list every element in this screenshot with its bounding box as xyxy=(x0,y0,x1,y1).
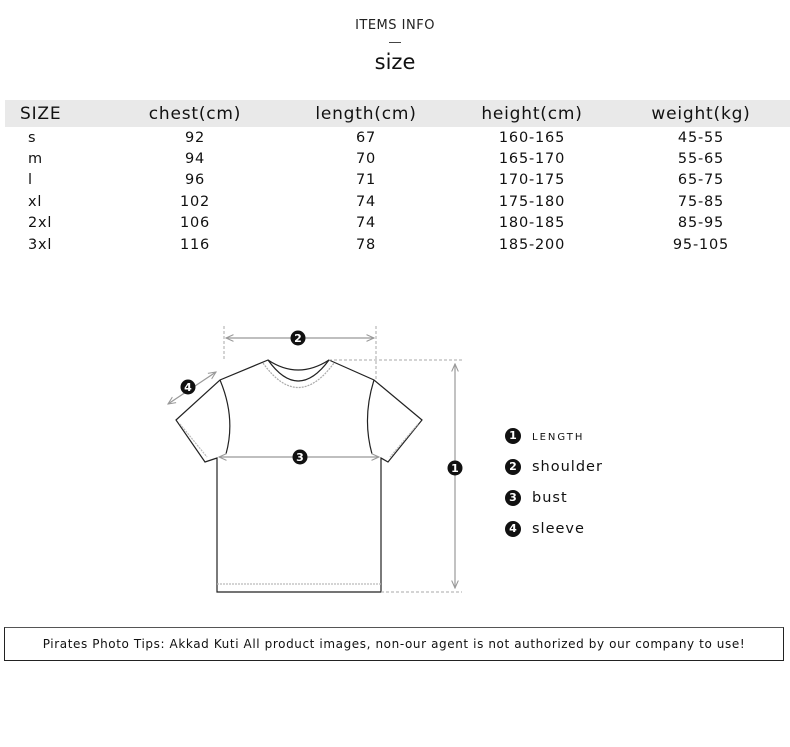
size-cell: m xyxy=(28,151,43,168)
column-header-height: height(cm) xyxy=(452,100,612,127)
height-cell: 170-175 xyxy=(498,172,566,189)
items-info-title: ITEMS INFO xyxy=(355,18,435,33)
length-cell: 70 xyxy=(355,151,377,168)
shoulder-measure-arrow xyxy=(226,331,374,346)
length-cell: 71 xyxy=(355,172,377,189)
chest-cell: 94 xyxy=(184,151,206,168)
column-header-length: length(cm) xyxy=(280,100,452,127)
table-row xyxy=(5,191,790,212)
weight-cell: 75-85 xyxy=(677,193,725,210)
table-row xyxy=(5,213,790,234)
legend-label: bust xyxy=(532,489,568,506)
length-cell: 67 xyxy=(355,129,377,146)
height-cell: 175-180 xyxy=(498,193,566,210)
table-row xyxy=(5,234,790,255)
legend-number: 2 xyxy=(505,459,521,475)
size-cell: xl xyxy=(28,193,43,210)
height-cell: 165-170 xyxy=(498,151,566,168)
copyright-notice xyxy=(4,627,784,661)
chest-cell: 96 xyxy=(184,172,206,189)
legend-label: sleeve xyxy=(532,520,585,537)
legend-number: 1 xyxy=(505,428,521,444)
length-cell: 78 xyxy=(355,236,377,253)
weight-cell: 45-55 xyxy=(677,129,725,146)
legend-item-bust xyxy=(505,482,705,513)
length-cell: 74 xyxy=(355,215,377,232)
copyright-text: Pirates Photo Tips: Akkad Kuti All product images, non-our agent is not authorized by our company to use! xyxy=(42,637,746,651)
column-header-size: SIZE xyxy=(5,100,110,127)
weight-cell: 85-95 xyxy=(677,215,725,232)
height-cell: 185-200 xyxy=(498,236,566,253)
chest-cell: 102 xyxy=(179,193,211,210)
size-chart-table xyxy=(5,100,790,255)
title-divider xyxy=(389,42,401,43)
weight-cell: 95-105 xyxy=(672,236,730,253)
table-row xyxy=(5,127,790,148)
marker-2: 2 xyxy=(294,332,302,345)
size-cell: l xyxy=(28,172,33,189)
table-row xyxy=(5,148,790,169)
size-cell: s xyxy=(28,129,37,146)
chest-cell: 92 xyxy=(184,129,206,146)
length-measure-arrow xyxy=(448,364,463,588)
size-cell: 3xl xyxy=(28,236,53,253)
weight-cell: 65-75 xyxy=(677,172,725,189)
tshirt-measurement-diagram xyxy=(150,320,480,605)
measurement-legend xyxy=(505,420,705,544)
chest-cell: 116 xyxy=(179,236,211,253)
table-row xyxy=(5,170,790,191)
weight-cell: 55-65 xyxy=(677,151,725,168)
marker-1: 1 xyxy=(451,462,459,475)
legend-item-length xyxy=(505,420,705,451)
height-cell: 180-185 xyxy=(498,215,566,232)
size-cell: 2xl xyxy=(28,215,53,232)
legend-item-sleeve xyxy=(505,513,705,544)
length-cell: 74 xyxy=(355,193,377,210)
height-cell: 160-165 xyxy=(498,129,566,146)
legend-number: 3 xyxy=(505,490,521,506)
legend-item-shoulder xyxy=(505,451,705,482)
legend-label: shoulder xyxy=(532,458,603,475)
tshirt-outline xyxy=(176,360,422,592)
marker-3: 3 xyxy=(296,451,304,464)
legend-label: length xyxy=(532,427,585,444)
column-header-chest: chest(cm) xyxy=(110,100,280,127)
marker-4: 4 xyxy=(184,381,192,394)
table-header-row xyxy=(5,100,790,127)
column-header-weight: weight(kg) xyxy=(612,100,790,127)
legend-number: 4 xyxy=(505,521,521,537)
size-subtitle: size xyxy=(374,50,416,74)
chest-cell: 106 xyxy=(179,215,211,232)
